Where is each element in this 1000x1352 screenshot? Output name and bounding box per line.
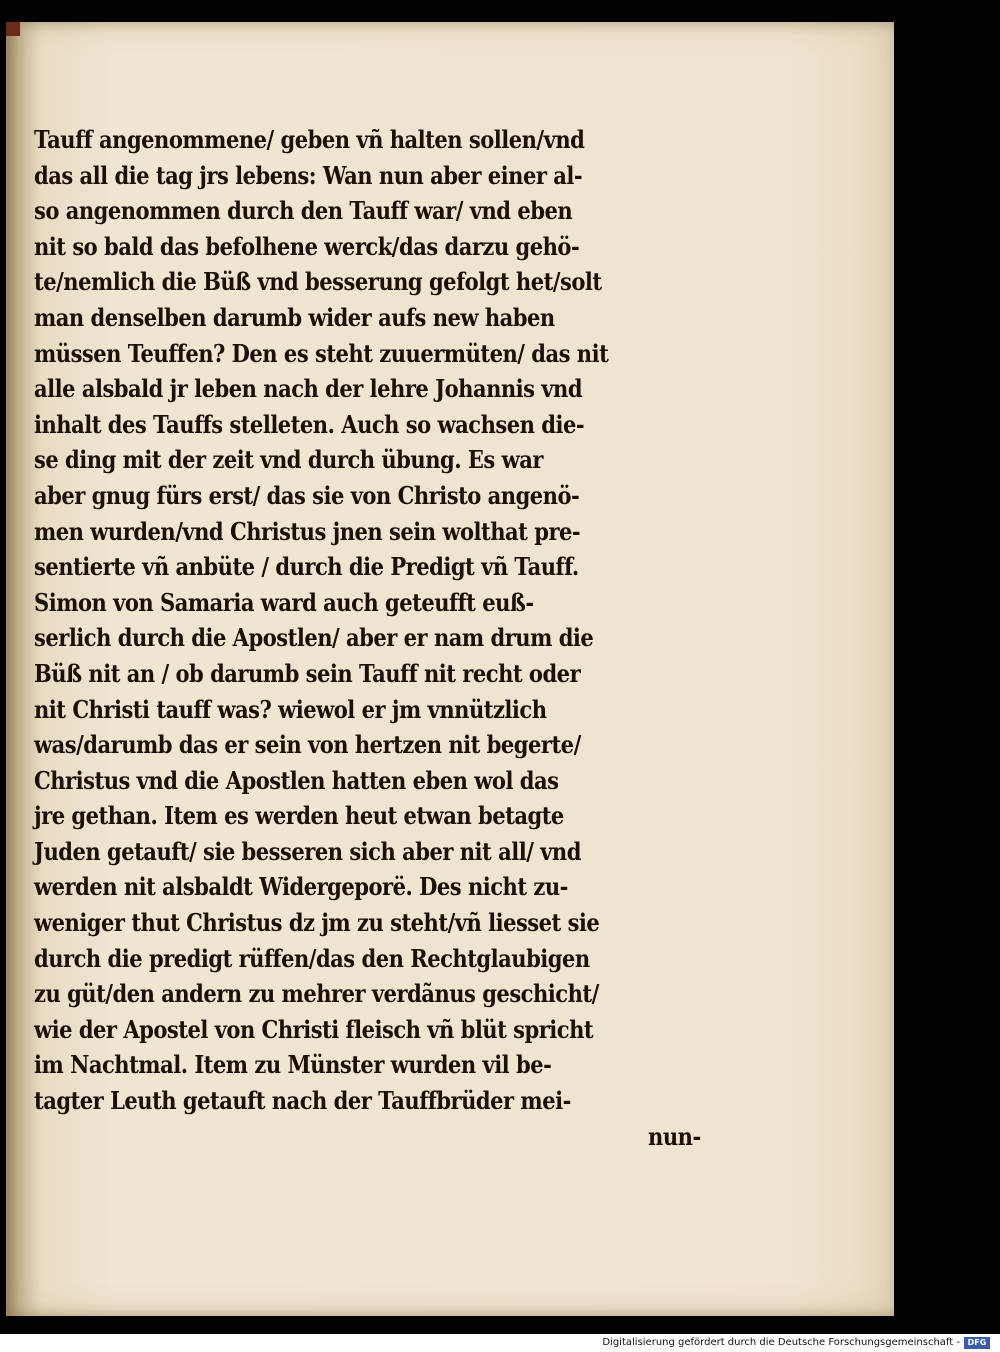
text-line: im Nachtmal. Item zu Münster wurden vil be-: [34, 1050, 552, 1080]
text-line: so angenommen durch den Tauff war/ vnd eben: [34, 196, 573, 226]
text-line: weniger thut Christus dz jm zu steht/vñ liesset sie: [34, 908, 600, 938]
text-line: was/darumb das er sein von hertzen nit begerte/: [34, 730, 581, 760]
text-line: sentierte vñ anbüte / durch die Predigt vñ Tauff.: [34, 552, 579, 582]
text-line: nit Christi tauff was? wiewol er jm vnnützlich: [34, 694, 547, 724]
corner-mark: [6, 22, 20, 36]
dfg-logo: DFG: [964, 1337, 990, 1349]
footer-bar: [0, 1334, 1000, 1352]
text-line: Christus vnd die Apostlen hatten eben wol das: [34, 765, 559, 795]
text-line: wie der Apostel von Christi fleisch vñ blüt spricht: [34, 1014, 594, 1044]
text-line: jre gethan. Item es werden heut etwan betagte: [34, 801, 564, 831]
text-line: Büß nit an / ob darumb sein Tauff nit recht oder: [34, 658, 581, 688]
text-line: Tauff angenommene/ geben vñ halten sollen/vnd: [34, 125, 585, 154]
text-line: man denselben darumb wider aufs new haben: [34, 302, 555, 332]
text-line: zu güt/den andern zu mehrer verdãnus geschicht/: [34, 979, 599, 1009]
text-line: Juden getauft/ sie besseren sich aber nit all/ vnd: [34, 836, 581, 866]
text-line: alle alsbald jr leben nach der lehre Johannis vnd: [34, 374, 583, 404]
text-line: aber gnug fürs erst/ das sie von Christo angenö-: [34, 480, 580, 510]
funding-notice: Digitalisierung gefördert durch die Deutsche Forschungsgemeinschaft -: [602, 1337, 960, 1348]
text-line: se ding mit der zeit vnd durch übung. Es war: [34, 445, 543, 475]
text-line: serlich durch die Apostlen/ aber er nam drum die: [34, 623, 594, 653]
page-text: [34, 122, 714, 1154]
text-line: Simon von Samaria ward auch geteufft euß-: [34, 587, 534, 617]
text-line: müssen Teuffen? Den es steht zuuermüten/ das nit: [34, 338, 609, 368]
text-line: te/nemlich die Büß vnd besserung gefolgt het/solt: [34, 267, 602, 297]
catchword: nun-: [648, 1121, 701, 1151]
text-line: das all die tag jrs lebens: Wan nun aber einer al-: [34, 160, 583, 190]
text-line: inhalt des Tauffs stelleten. Auch so wachsen die-: [34, 409, 585, 439]
text-line: durch die predigt rüffen/das den Rechtglaubigen: [34, 943, 590, 973]
text-line: men wurden/vnd Christus jnen sein wolthat pre-: [34, 516, 581, 546]
text-line: werden nit alsbaldt Widergeporë. Des nicht zu-: [34, 872, 568, 902]
scanned-page: [6, 22, 894, 1316]
text-line: nit so bald das befolhene werck/das darzu gehö-: [34, 231, 580, 261]
text-line: tagter Leuth getauft nach der Tauffbrüder mei-: [34, 1086, 571, 1116]
